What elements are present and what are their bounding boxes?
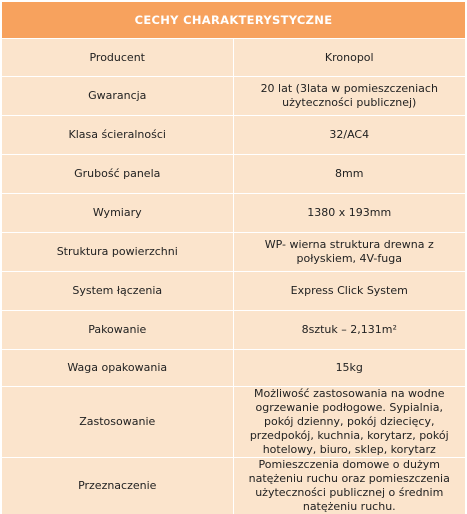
row-value: 8mm <box>234 155 466 194</box>
table-row-przeznaczenie <box>2 458 465 514</box>
table-row-zastosowanie <box>2 387 465 458</box>
row-label: Struktura powierzchni <box>2 233 234 272</box>
row-value: 1380 x 193mm <box>234 194 466 233</box>
row-value: Kronopol <box>234 39 466 77</box>
row-label: Pakowanie <box>2 311 234 350</box>
row-label: System łączenia <box>2 272 234 311</box>
table-row-grubosc-panela <box>2 155 465 194</box>
table-row-system-laczenia <box>2 272 465 311</box>
row-label: Klasa ścieralności <box>2 116 234 155</box>
row-value: Express Click System <box>234 272 466 311</box>
row-value: Pomieszczenia domowe o dużym natężeniu ruchu oraz pomieszczenia użyteczności publicznej o średnim natężeniu ruchu. <box>234 458 466 514</box>
row-value: 8sztuk – 2,131m² <box>234 311 466 350</box>
table-row-gwarancja <box>2 77 465 116</box>
row-value: WP- wierna struktura drewna z połyskiem, 4V-fuga <box>234 233 466 272</box>
row-label: Przeznaczenie <box>2 458 234 514</box>
row-label: Producent <box>2 39 234 77</box>
row-value: 20 lat (3lata w pomieszczeniach użyteczności publicznej) <box>234 77 466 116</box>
row-label: Wymiary <box>2 194 234 233</box>
table-row-struktura-powierzchni <box>2 233 465 272</box>
table-row-pakowanie <box>2 311 465 350</box>
row-label: Grubość panela <box>2 155 234 194</box>
table-title: CECHY CHARAKTERYSTYCZNE <box>2 2 465 39</box>
row-label: Waga opakowania <box>2 350 234 387</box>
characteristics-table <box>2 2 465 514</box>
row-value: 32/AC4 <box>234 116 466 155</box>
row-label: Zastosowanie <box>2 387 234 458</box>
characteristics-table-container <box>1 1 466 513</box>
row-value: 15kg <box>234 350 466 387</box>
table-row-klasa-scieralnosci <box>2 116 465 155</box>
row-value: Możliwość zastosowania na wodne ogrzewanie podłogowe. Sypialnia, pokój dzienny, pokój dziecięcy, przedpokój, kuchnia, korytarz, pokój hotelowy, biuro, sklep, korytarz <box>234 387 466 458</box>
table-row-producent <box>2 39 465 77</box>
table-row-wymiary <box>2 194 465 233</box>
table-header-row <box>2 2 465 39</box>
table-row-waga-opakowania <box>2 350 465 387</box>
row-label: Gwarancja <box>2 77 234 116</box>
